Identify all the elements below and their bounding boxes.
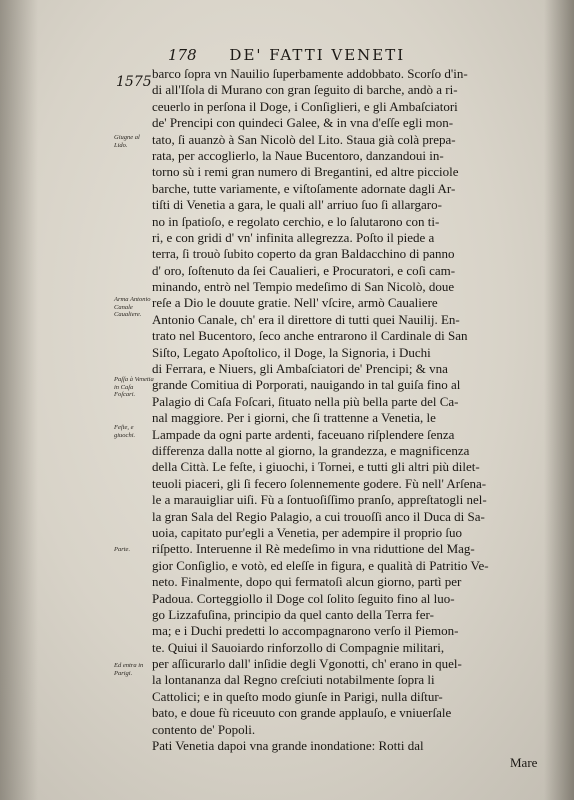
margin-year: 1575 [116, 74, 152, 90]
text-line: ceuerlo in perſona il Doge, i Conſiglieri, e gli Ambaſciatori [152, 98, 458, 114]
catchword: Mare [510, 755, 538, 770]
text-line: reſe a Dio le douute gratie. Nell' vſcire, armò Caualiere [152, 295, 438, 311]
text-line: le a marauigliar uiſi. Fù a ſontuoſiſſimo pranſo, appreſtatogli nel- [152, 492, 487, 508]
body-text [152, 66, 544, 754]
text-line: barche, tutte variamente, e viſtoſamente adornate dagli Ar- [152, 180, 456, 196]
text-line: differenza dalla notte al giorno, la grandezza, e magnificenza [152, 442, 470, 458]
page-number: 178 [168, 46, 197, 64]
text-line: nal maggiore. Per i giorni, che ſi trattenne a Venetia, le [152, 410, 436, 426]
text-line: uoia, capitato pur'egli a Venetia, per adempire il proprio ſuo [152, 524, 463, 540]
margin-note-parte: Parte. [114, 546, 131, 553]
gutter-shadow [0, 0, 38, 800]
text-line: la gran Sala del Regio Palagio, a cui trouoſſi anco il Duca di Sa- [152, 508, 485, 524]
text-line: Cattolici; e in queſto modo giunſe in Parigi, nulla diſtur- [152, 688, 443, 704]
margin-note-feste: Feſte, e giuochi. [114, 424, 136, 439]
text-line: grande Comitiua di Porporati, nauigando in tal guiſa fino al [152, 377, 461, 393]
text-line: ma; e i Duchi predetti lo accompagnarono verſo il Piemon- [152, 623, 459, 639]
text-line: te. Quiui il Sauoiardo rinforzollo di Compagnie militari, [152, 639, 445, 655]
text-line: Palagio di Caſa Foſcari, ſituato nella più bella parte del Ca- [152, 393, 459, 409]
text-line: go Lizzafuſina, principio da quel canto della Terra fer- [152, 606, 434, 622]
text-line: riſpetto. Interuenne il Rè medeſimo in vna riduttione del Mag- [152, 541, 475, 557]
margin-note-passa-palazzo: Paſſa à Venetia in Caſa Foſcari. [114, 376, 154, 398]
text-line: tiſti di Venetia a gara, le quali all' arriuo ſuo ſi allargaro- [152, 197, 442, 213]
text-line: Lampade da ogni parte ardenti, faceuano riſplendere ſenza [152, 426, 455, 442]
text-line: de' Prencipi con quindeci Galee, & in vna d'eſſe egli mon- [152, 115, 454, 131]
text-line: tato, ſi auanzò à San Nicolò del Lito. Staua già colà prepa- [152, 131, 456, 147]
margin-note-giunge-lido: Giugne al Lido. [114, 134, 140, 149]
text-line: la lontananza dal Regno creſciuti notabilmente ſopra li [152, 672, 435, 688]
text-line: contento de' Popoli. [152, 721, 256, 737]
text-line: della Città. Le feſte, i giuochi, i Tornei, e tutti gli altri più dilet- [152, 459, 480, 475]
text-line: barco ſopra vn Nauilio ſuperbamente addobbato. Scorſo d'in- [152, 66, 468, 81]
text-line: torno sù i remi gran numero di Bregantini, ed altre picciole [152, 164, 459, 180]
text-line: Siſto, Legato Apoſtolico, il Doge, la Signoria, i Duchi [152, 344, 431, 360]
text-line: per aſſicurarlo dall' inſidie degli Vgonotti, ch' erano in quel- [152, 656, 462, 672]
text-line: bato, e doue fù riceuuto con grande applauſo, e vniuerſale [152, 705, 452, 721]
margin-note-entra-parigi: Ed entra in Parigi. [114, 662, 144, 677]
text-line: d' oro, ſoſtenuto da ſei Caualieri, e Procuratori, e coſi cam- [152, 262, 456, 278]
text-line: Padoua. Corteggiollo il Doge col ſolito ſeguito fino al luo- [152, 590, 455, 606]
text-line: neto. Finalmente, dopo qui fermatoſi alcun giorno, partì per [152, 574, 462, 590]
text-line: di Ferrara, e Niuers, gli Ambaſciatori de' Prencipi; & vna [152, 361, 448, 377]
text-line: trato nel Bucentoro, ſeco anche entrarono il Cardinale di San [152, 328, 468, 344]
margin-note-arma-antonio: Arma Antonio Canale Caualiere. [114, 296, 151, 318]
text-line: rata, per accoglierlo, la Naue Bucentoro, danzandoui in- [152, 147, 444, 163]
running-title: DE' FATTI VENETI [229, 46, 406, 64]
text-line: Pati Venetia dapoi vna grande inondatione: Rotti dal [152, 738, 424, 754]
text-line: terra, ſi trouò ſubito coperto da gran Baldacchino di panno [152, 246, 455, 262]
text-line: gior Conſiglio, e votò, ed eleſſe in figura, e qualità di Patritio Ve- [152, 557, 489, 573]
text-line: Antonio Canale, ch' era il direttore di tutti quei Nauilij. En- [152, 311, 460, 327]
text-line: minando, entrò nel Tempio medeſimo di San Nicolò, doue [152, 279, 455, 295]
text-line: no in ſpatioſo, e regolato cerchio, e lo ſalutarono con ti- [152, 213, 440, 229]
text-line: teuoli piaceri, gli ſi fecero ſolennemente godere. Fù nell' Arſena- [152, 475, 487, 491]
running-header [168, 46, 498, 64]
text-line: di all'Iſola di Murano con gran ſeguito di barche, andò a ri- [152, 82, 458, 98]
edge-shadow [544, 0, 574, 800]
text-line: ri, e con gridi d' vn' infinita allegrezza. Poſto il piede a [152, 229, 435, 245]
